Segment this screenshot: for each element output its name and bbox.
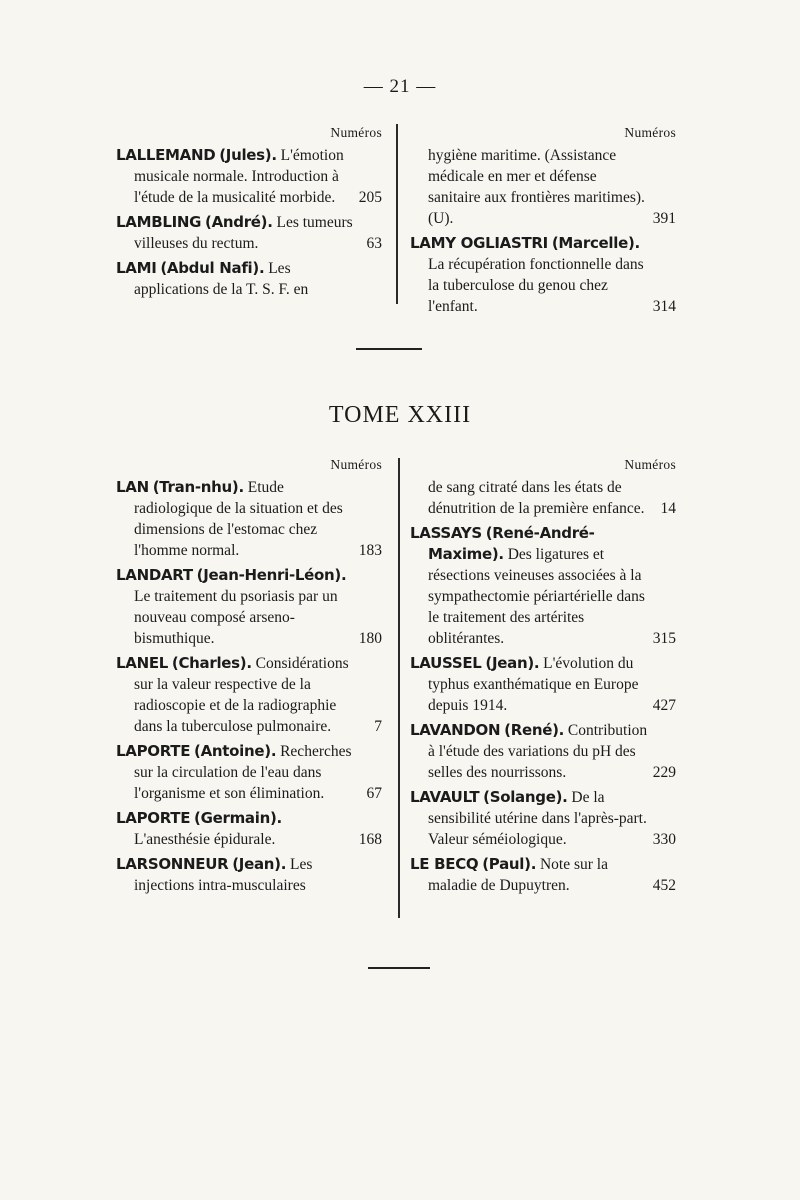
column-divider <box>398 458 400 918</box>
entry-title: Les applications de la T. S. F. en <box>134 260 309 298</box>
top-right-column <box>410 122 676 321</box>
entry-surname: LASSAYS <box>410 524 482 542</box>
entry-number: 63 <box>366 235 382 252</box>
index-entry <box>410 653 676 716</box>
entry-surname: LAVANDON <box>410 721 501 739</box>
entry-firstname: (René). <box>504 721 565 739</box>
entry-title: Contribution à l'étude des variations du pH des selles des nourrissons. <box>428 722 648 781</box>
entry-surname: LANDART <box>116 566 193 584</box>
entry-surname: LAUSSEL <box>410 654 482 672</box>
index-entry <box>116 741 382 804</box>
entry-firstname: (Abdul Nafi). <box>160 259 265 277</box>
entry-number: 427 <box>652 697 676 714</box>
entry-continuation <box>410 477 676 519</box>
entry-firstname: (Jean). <box>485 654 540 672</box>
numeros-header: Numéros <box>330 125 382 140</box>
entry-title: Des ligatures et résections veineuses associées à la sympathectomie périartérielle dans le traitement des artérites oblitérantes. <box>428 546 645 647</box>
entry-title: Etude radiologique de la situation et des dimensions de l'estomac chez l'homme normal. <box>134 479 343 559</box>
entry-firstname: (Charles). <box>171 654 252 672</box>
entry-number: 180 <box>358 630 382 647</box>
index-entry <box>116 653 382 737</box>
entry-surname: LAMBLING <box>116 213 202 231</box>
index-entry <box>410 233 676 317</box>
entry-number: 452 <box>652 877 676 894</box>
index-entry <box>116 854 382 896</box>
entry-continuation <box>410 145 676 229</box>
entry-number: 14 <box>660 500 676 517</box>
index-entry <box>116 145 382 208</box>
entry-firstname: (René-André-Maxime). <box>428 524 595 563</box>
entry-surname: LAVAULT <box>410 788 480 806</box>
index-entry <box>116 808 382 850</box>
entry-title: Le traitement du psoriasis par un nouveau composé arseno-bismuthique. <box>134 588 338 647</box>
entry-number: 229 <box>652 764 676 781</box>
section-rule <box>368 967 430 969</box>
entry-firstname: (Germain). <box>194 809 282 827</box>
entry-number: 7 <box>374 718 382 735</box>
entry-title: de sang citraté dans les états de dénutrition de la première enfance. <box>428 479 645 517</box>
entry-surname: LARSONNEUR <box>116 855 229 873</box>
index-entry <box>410 523 676 649</box>
entry-firstname: (Paul). <box>482 855 537 873</box>
entry-surname: LALLEMAND <box>116 146 216 164</box>
entry-surname: LANEL <box>116 654 169 672</box>
entry-title: De la sensibilité utérine dans l'après-part. Valeur séméiologique. <box>428 789 647 848</box>
entry-title: hygiène maritime. (Assistance médicale en mer et défense sanitaire aux frontières maritimes). (U). <box>428 147 645 227</box>
entry-title: Note sur la maladie de Dupuytren. <box>428 856 608 894</box>
entry-firstname: (Jean-Henri-Léon). <box>196 566 347 584</box>
entry-number: 314 <box>652 298 676 315</box>
entry-title: Les injections intra-musculaires <box>134 856 313 894</box>
entry-number: 183 <box>358 542 382 559</box>
entry-number: 315 <box>652 630 676 647</box>
entry-firstname: (Solange). <box>483 788 568 806</box>
entry-firstname: (Jean). <box>232 855 287 873</box>
entry-title: Les tumeurs villeuses du rectum. <box>134 214 353 252</box>
entry-firstname: (Marcelle). <box>551 234 640 252</box>
entry-title: Recherches sur la circulation de l'eau dans l'organisme et son élimination. <box>134 743 352 802</box>
top-left-column <box>116 122 382 304</box>
entry-number: 391 <box>652 210 676 227</box>
numeros-header: Numéros <box>624 457 676 472</box>
numeros-header: Numéros <box>624 125 676 140</box>
entry-firstname: (Tran-nhu). <box>152 478 244 496</box>
entry-number: 67 <box>366 785 382 802</box>
page-number: — 21 — <box>363 76 437 97</box>
entry-firstname: (Jules). <box>219 146 277 164</box>
entry-surname: LAN <box>116 478 149 496</box>
index-entry <box>116 477 382 561</box>
entry-surname: LE BECQ <box>410 855 479 873</box>
index-entry <box>410 720 676 783</box>
index-entry <box>116 258 382 300</box>
index-entry <box>410 854 676 896</box>
entry-number: 205 <box>358 189 382 206</box>
entry-surname: LAMI <box>116 259 157 277</box>
numeros-header: Numéros <box>330 457 382 472</box>
section-rule <box>356 348 422 350</box>
entry-title: L'évolution du typhus exanthématique en Europe depuis 1914. <box>428 655 639 714</box>
entry-firstname: (André). <box>205 213 273 231</box>
entry-title: L'anesthésie épidurale. <box>134 831 276 848</box>
entry-number: 330 <box>652 831 676 848</box>
entry-number: 168 <box>358 831 382 848</box>
bottom-left-column <box>116 454 382 900</box>
index-entry <box>116 565 382 649</box>
entry-firstname: (Antoine). <box>194 742 277 760</box>
tome-title: TOME XXIII <box>328 402 472 428</box>
index-entry <box>410 787 676 850</box>
index-entry <box>116 212 382 254</box>
entry-surname: LAPORTE <box>116 742 191 760</box>
entry-title: Considérations sur la valeur respective de la radioscopie et de la radiographie dans la tuberculose pulmonaire. <box>134 655 349 735</box>
entry-surname: LAPORTE <box>116 809 191 827</box>
entry-title: La récupération fonctionnelle dans la tuberculose du genou chez l'enfant. <box>428 256 644 315</box>
column-divider <box>396 124 398 304</box>
bottom-right-column <box>410 454 676 900</box>
entry-surname: LAMY OGLIASTRI <box>410 234 548 252</box>
entry-title: L'émotion musicale normale. Introduction à l'étude de la musicalité morbide. <box>134 147 344 206</box>
